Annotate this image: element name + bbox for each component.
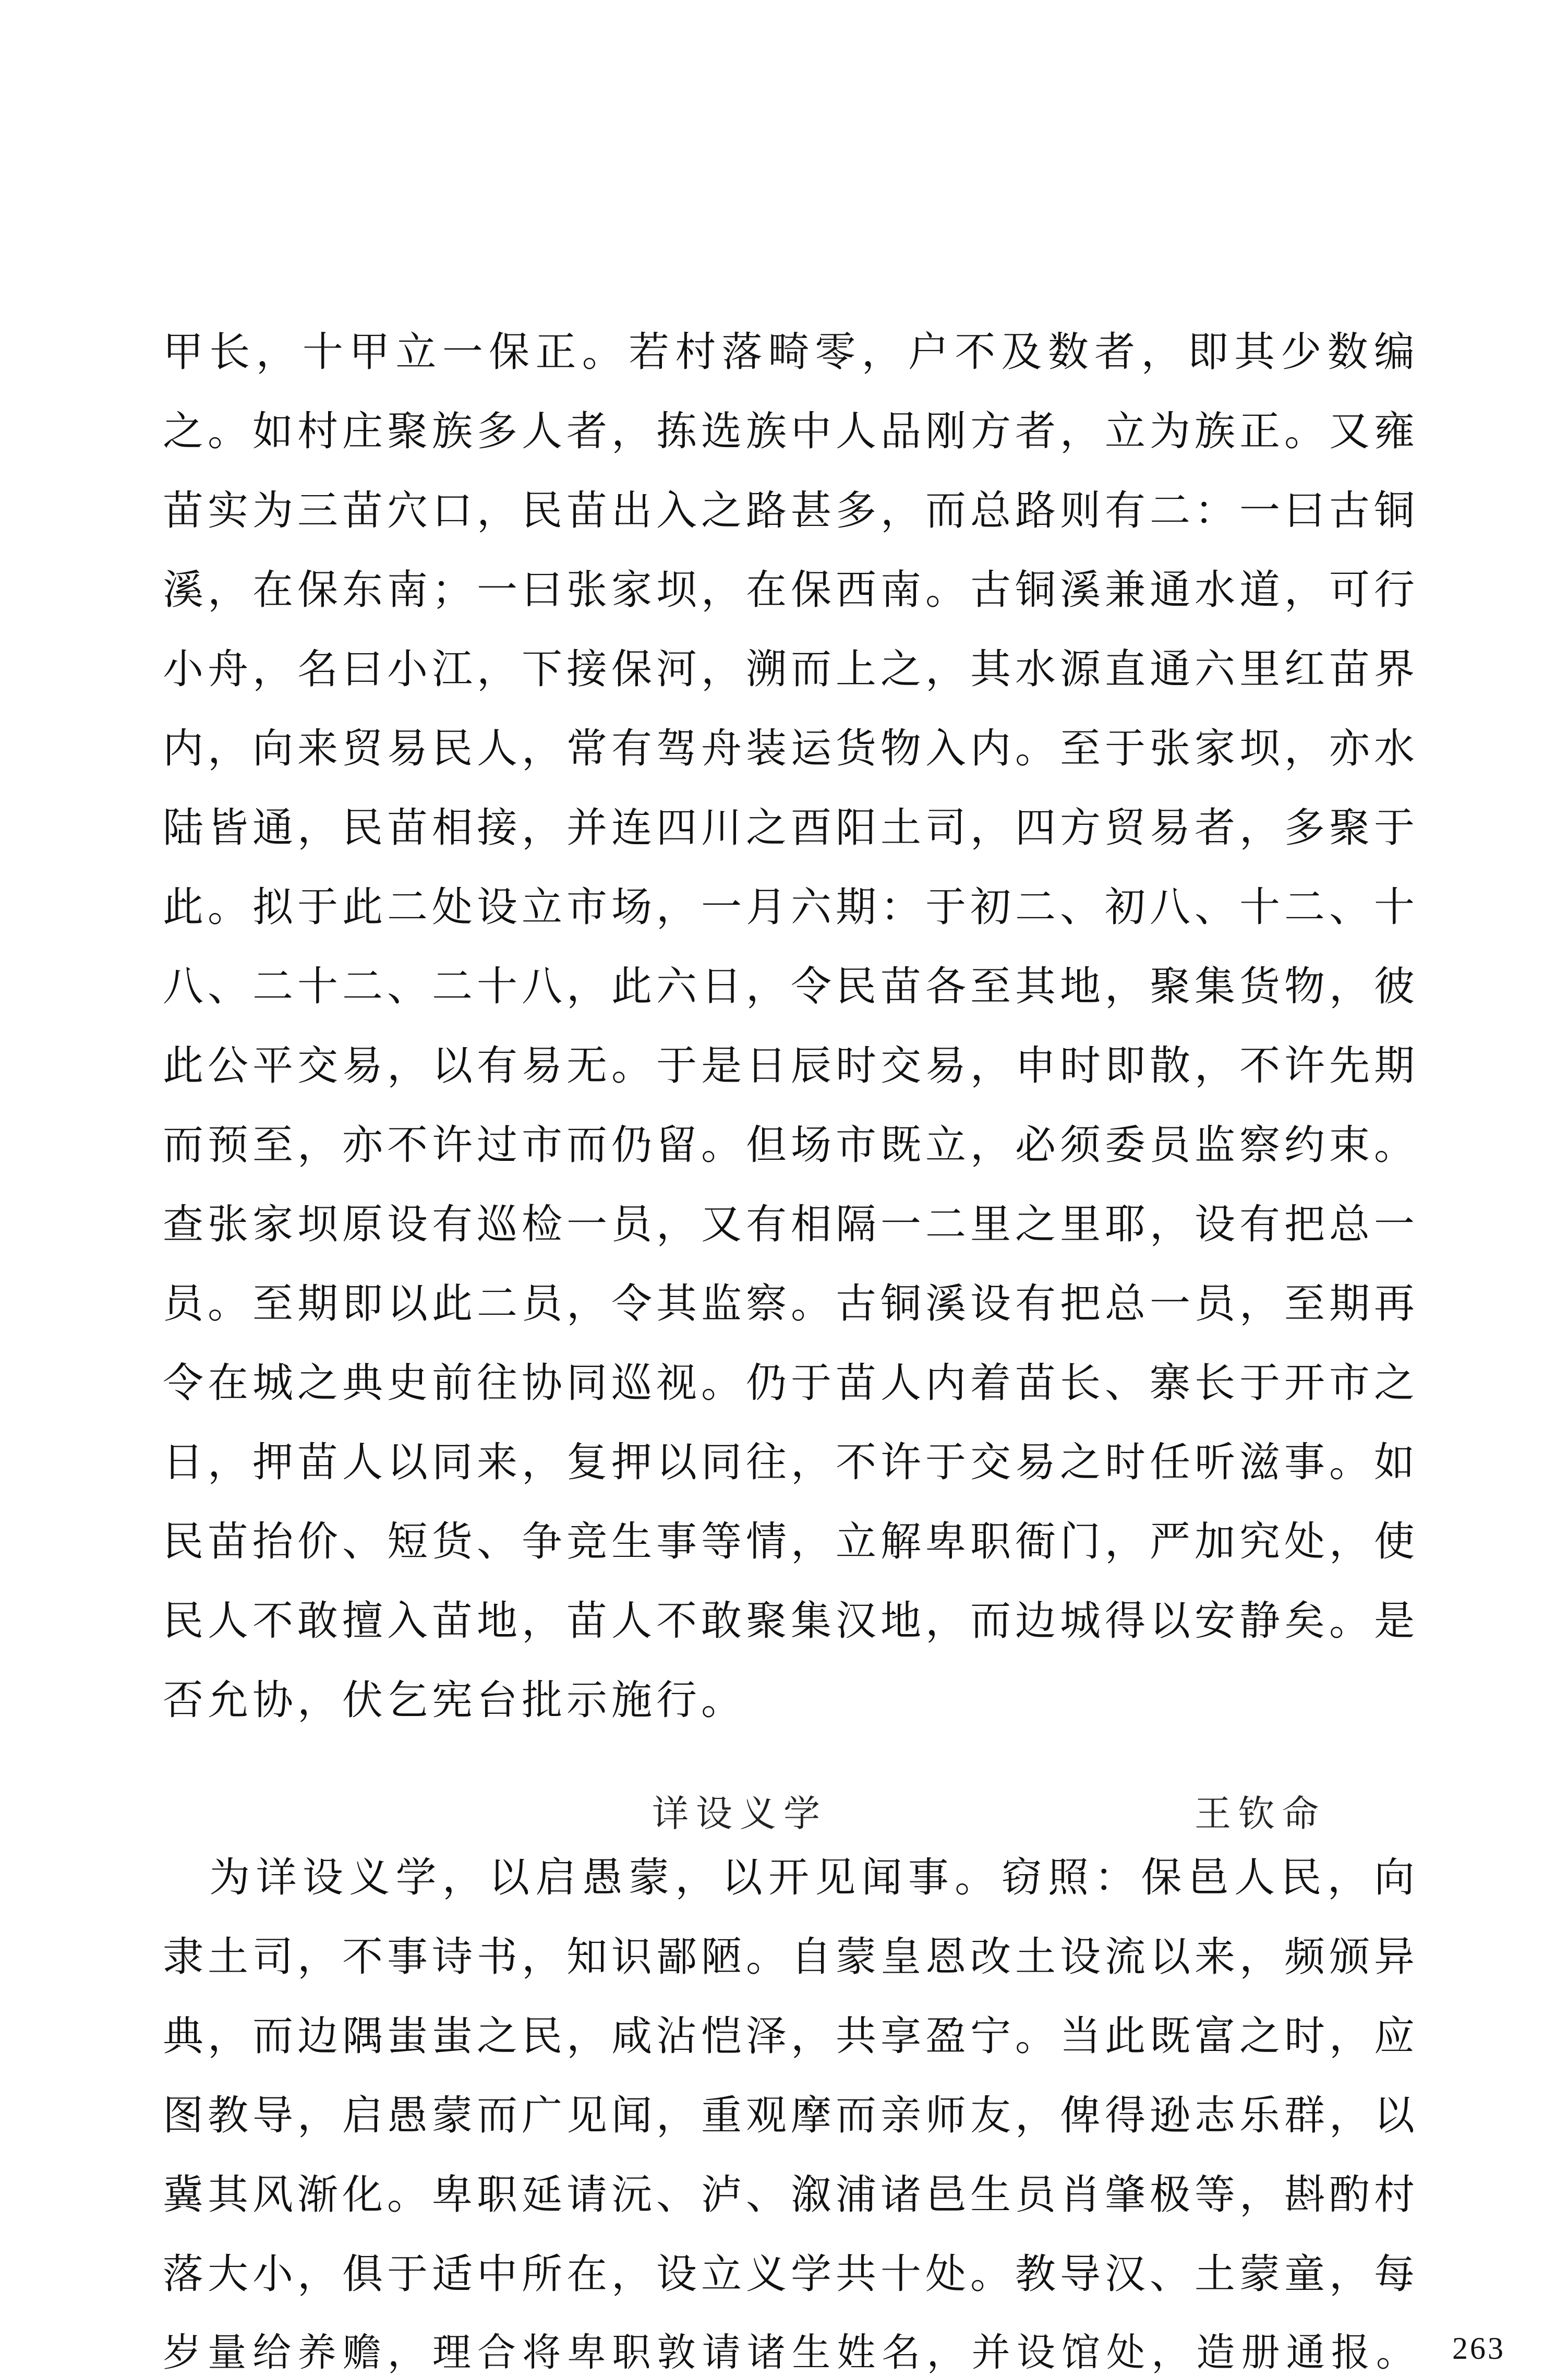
text-line: 陆皆通，民苗相接，并连四川之酉阳土司，四方贸易者，多聚于: [163, 805, 1415, 851]
text-line: 令在城之典史前往协同巡视。仍于苗人内着苗长、寨长于开市之: [163, 1360, 1415, 1407]
text-line: 图教导，启愚蒙而广见闻，重观摩而亲师友，俾得逊志乐群，以: [163, 2092, 1415, 2139]
text-line: 冀其风渐化。卑职延请沅、泸、溆浦诸邑生员肖肇极等，斟酌村: [163, 2171, 1415, 2218]
text-line: 落大小，俱于适中所在，设立义学共十处。教导汉、土蒙童，每: [163, 2251, 1415, 2298]
text-line: 溪，在保东南；一曰张家坝，在保西南。古铜溪兼通水道，可行: [163, 567, 1415, 614]
text-line: 此。拟于此二处设立市场，一月六期：于初二、初八、十二、十: [163, 884, 1415, 931]
text-line: 内，向来贸易民人，常有驾舟装运货物入内。至于张家坝，亦水: [163, 725, 1415, 772]
text-line: 查张家坝原设有巡检一员，又有相隔一二里之里耶，设有把总一: [163, 1201, 1415, 1248]
text-line: 此公平交易，以有易无。于是日辰时交易，申时即散，不许先期: [163, 1042, 1415, 1089]
text-line: 之。如村庄聚族多人者，拣选族中人品刚方者，立为族正。又雍: [163, 408, 1415, 455]
text-line: 甲长，十甲立一保正。若村落畸零，户不及数者，即其少数编: [163, 329, 1415, 376]
text-line: 民人不敢擅入苗地，苗人不敢聚集汉地，而边城得以安静矣。是: [163, 1598, 1415, 1645]
text-line: 而预至，亦不许过市而仍留。但场市既立，必须委员监察约束。: [163, 1122, 1415, 1169]
text-line: 岁量给养赡，理合将卑职敦请诸生姓名，并设馆处，造册通报。: [163, 2330, 1415, 2375]
page-number: 263: [1452, 2331, 1505, 2366]
text-line: 为详设义学，以启愚蒙，以开见闻事。窃照：保邑人民，向: [163, 1854, 1415, 1901]
text-line: 小舟，名曰小江，下接保河，溯而上之，其水源直通六里红苗界: [163, 646, 1415, 693]
text-line: 苗实为三苗穴口，民苗出入之路甚多，而总路则有二：一曰古铜: [163, 487, 1415, 534]
text-line: 日，押苗人以同来，复押以同往，不许于交易之时任听滋事。如: [163, 1439, 1415, 1486]
text-line: 否允协，伏乞宪台批示施行。: [163, 1677, 746, 1724]
section-title: 详设义学: [652, 1792, 827, 1835]
section-author: 王钦命: [1195, 1792, 1326, 1835]
text-line: 典，而边隅蚩蚩之民，咸沾恺泽，共享盈宁。当此既富之时，应: [163, 2013, 1415, 2060]
text-line: 隶土司，不事诗书，知识鄙陋。自蒙皇恩改土设流以来，频颁异: [163, 1934, 1415, 1981]
text-line: 民苗抬价、短货、争竞生事等情，立解卑职衙门，严加究处，使: [163, 1518, 1415, 1565]
text-line: 员。至期即以此二员，令其监察。古铜溪设有把总一员，至期再: [163, 1280, 1415, 1327]
text-line: 八、二十二、二十八，此六日，令民苗各至其地，聚集货物，彼: [163, 963, 1415, 1010]
